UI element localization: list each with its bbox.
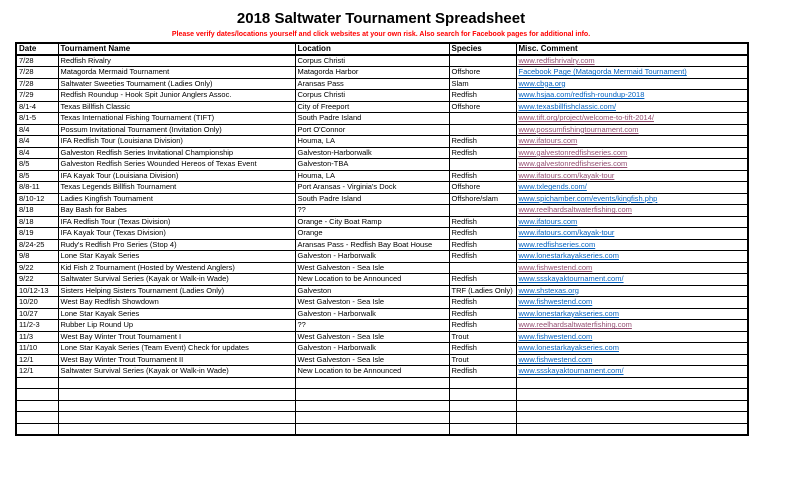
table-row xyxy=(16,354,748,366)
location-cell: Corpus Christi xyxy=(295,55,449,67)
location-cell: ?? xyxy=(295,320,449,332)
table-row xyxy=(16,366,748,378)
tournament-name-cell: Ladies Kingfish Tournament xyxy=(58,193,295,205)
table-row xyxy=(16,331,748,343)
table-row xyxy=(16,320,748,332)
comment-cell xyxy=(516,320,748,332)
date-cell: 7/28 xyxy=(16,67,58,79)
species-cell: Offshore xyxy=(449,182,516,194)
species-cell xyxy=(449,262,516,274)
table-row xyxy=(16,228,748,240)
tournament-name-cell: Kid Fish 2 Tournament (Hosted by Westend Anglers) xyxy=(58,262,295,274)
tournament-name-cell: Lone Star Kayak Series (Team Event) Check for updates xyxy=(58,343,295,355)
table-row xyxy=(16,159,748,171)
column-header-date: Date xyxy=(16,43,58,55)
comment-link[interactable]: www.ifatours.com xyxy=(518,136,578,146)
location-cell: Port O'Connor xyxy=(295,124,449,136)
table-row xyxy=(16,67,748,79)
comment-cell-empty xyxy=(516,423,748,435)
comment-cell xyxy=(516,274,748,286)
comment-link[interactable]: www.ssskayaktournament.com/ xyxy=(518,274,624,284)
location-cell: ?? xyxy=(295,205,449,217)
date-cell: 10/20 xyxy=(16,297,58,309)
species-cell: Trout xyxy=(449,354,516,366)
tournament-name-cell: Saltwater Survival Series (Kayak or Walk-in Wade) xyxy=(58,366,295,378)
species-cell: Redfish xyxy=(449,239,516,251)
species-cell: Offshore xyxy=(449,67,516,79)
comment-cell xyxy=(516,90,748,102)
tournament-name-cell: West Bay Winter Trout Tournament II xyxy=(58,354,295,366)
date-cell: 9/22 xyxy=(16,262,58,274)
comment-cell xyxy=(516,354,748,366)
species-cell: Redfish xyxy=(449,320,516,332)
location-cell: Aransas Pass - Redfish Bay Boat House xyxy=(295,239,449,251)
location-cell: Aransas Pass xyxy=(295,78,449,90)
comment-link[interactable]: www.fishwestend.com xyxy=(518,262,593,272)
table-row xyxy=(16,182,748,194)
species-cell: Redfish xyxy=(449,136,516,148)
date-cell: 10/27 xyxy=(16,308,58,320)
comment-link[interactable]: www.ifatours.com/kayak-tour xyxy=(518,228,615,238)
comment-link[interactable]: www.shstexas.org xyxy=(518,285,579,295)
column-header-misc-comment: Misc. Comment xyxy=(516,43,748,55)
species-cell: Redfish xyxy=(449,343,516,355)
table-header xyxy=(16,43,748,55)
location-cell-empty xyxy=(295,377,449,389)
tournament-name-cell: Saltwater Survival Series (Kayak or Walk-in Wade) xyxy=(58,274,295,286)
species-cell xyxy=(449,55,516,67)
table-row xyxy=(16,147,748,159)
location-cell: New Location to be Announced xyxy=(295,366,449,378)
comment-link[interactable]: www.fishwestend.com xyxy=(518,331,593,341)
tournament-name-cell: Saltwater Sweeties Tournament (Ladies Only) xyxy=(58,78,295,90)
tournament-name-cell: Rudy's Redfish Pro Series (Stop 4) xyxy=(58,239,295,251)
tournament-name-cell: IFA Kayak Tour (Louisiana Division) xyxy=(58,170,295,182)
date-cell: 11/3 xyxy=(16,331,58,343)
location-cell: West Galveston - Sea Isle xyxy=(295,262,449,274)
location-cell: Galveston-Harborwalk xyxy=(295,147,449,159)
location-cell: South Padre Island xyxy=(295,113,449,125)
location-cell: Galveston - Harborwalk xyxy=(295,251,449,263)
date-cell: 8/18 xyxy=(16,205,58,217)
empty-table-row xyxy=(16,423,748,435)
species-cell: Redfish xyxy=(449,147,516,159)
tournament-name-cell: West Bay Redfish Showdown xyxy=(58,297,295,309)
date-cell: 8/4 xyxy=(16,136,58,148)
table-row xyxy=(16,274,748,286)
table-row xyxy=(16,101,748,113)
species-cell: Slam xyxy=(449,78,516,90)
comment-link[interactable]: www.ssskayaktournament.com/ xyxy=(518,366,624,376)
location-cell: South Padre Island xyxy=(295,193,449,205)
tournament-name-cell: Possum Invitational Tournament (Invitation Only) xyxy=(58,124,295,136)
comment-link[interactable]: www.reelhardsaltwaterfishing.com xyxy=(518,205,632,215)
date-cell: 7/28 xyxy=(16,78,58,90)
date-cell: 8/1-4 xyxy=(16,101,58,113)
page-title: 2018 Saltwater Tournament Spreadsheet xyxy=(236,10,526,27)
tournament-name-cell: IFA Kayak Tour (Texas Division) xyxy=(58,228,295,240)
column-header-species: Species xyxy=(449,43,516,55)
comment-link[interactable]: www.txlegends.com/ xyxy=(518,182,587,192)
comment-link[interactable]: www.galvestonredfishseries.com xyxy=(518,147,628,157)
table-row xyxy=(16,78,748,90)
spreadsheet-page xyxy=(15,10,747,436)
date-cell: 11/2-3 xyxy=(16,320,58,332)
species-cell: Offshore xyxy=(449,101,516,113)
comment-cell xyxy=(516,147,748,159)
location-cell-empty xyxy=(295,400,449,412)
comment-link[interactable]: www.spichamber.com/events/kingfish.php xyxy=(518,193,658,203)
species-cell: Redfish xyxy=(449,308,516,320)
species-cell xyxy=(449,205,516,217)
comment-cell xyxy=(516,239,748,251)
comment-cell-empty xyxy=(516,412,748,424)
date-cell: 9/8 xyxy=(16,251,58,263)
tournament-name-cell: IFA Redfish Tour (Louisiana Division) xyxy=(58,136,295,148)
empty-table-row xyxy=(16,400,748,412)
tournament-name-cell: Texas International Fishing Tournament (TIFT) xyxy=(58,113,295,125)
table-row xyxy=(16,55,748,67)
comment-cell xyxy=(516,159,748,171)
comment-cell xyxy=(516,308,748,320)
species-cell: Trout xyxy=(449,331,516,343)
comment-cell-empty xyxy=(516,389,748,401)
species-cell: Redfish xyxy=(449,366,516,378)
comment-cell xyxy=(516,136,748,148)
date-cell: 11/10 xyxy=(16,343,58,355)
comment-cell xyxy=(516,101,748,113)
date-cell-empty xyxy=(16,423,58,435)
table-row xyxy=(16,216,748,228)
species-cell-empty xyxy=(449,400,516,412)
date-cell: 8/10-12 xyxy=(16,193,58,205)
date-cell: 12/1 xyxy=(16,366,58,378)
date-cell: 7/28 xyxy=(16,55,58,67)
table-header-row xyxy=(16,43,748,55)
table-row xyxy=(16,124,748,136)
comment-cell xyxy=(516,285,748,297)
comment-link[interactable]: www.cbga.org xyxy=(518,78,566,88)
comment-cell xyxy=(516,55,748,67)
comment-link[interactable]: www.texasbillfishclassic.com/ xyxy=(518,101,617,111)
comment-link[interactable]: www.fishwestend.com xyxy=(518,354,593,364)
comment-cell xyxy=(516,124,748,136)
comment-link[interactable]: www.possumfishingtournament.com xyxy=(518,124,639,134)
species-cell-empty xyxy=(449,423,516,435)
comment-link[interactable]: www.tift.org/project/welcome-to-tift-2014/ xyxy=(518,113,654,123)
tournament-name-cell-empty xyxy=(58,400,295,412)
tournament-name-cell: Matagorda Mermaid Tournament xyxy=(58,67,295,79)
species-cell: TRF (Ladies Only) xyxy=(449,285,516,297)
location-cell-empty xyxy=(295,389,449,401)
table-row xyxy=(16,205,748,217)
comment-link[interactable]: www.lonestarkayakseries.com xyxy=(518,251,619,261)
column-header-location: Location xyxy=(295,43,449,55)
date-cell-empty xyxy=(16,400,58,412)
location-cell: Galveston-TBA xyxy=(295,159,449,171)
location-cell: Galveston - Harborwalk xyxy=(295,308,449,320)
comment-cell xyxy=(516,251,748,263)
species-cell: Redfish xyxy=(449,274,516,286)
tournament-name-cell-empty xyxy=(58,423,295,435)
table-row xyxy=(16,90,748,102)
tournament-name-cell: Rubber Lip Round Up xyxy=(58,320,295,332)
tournament-name-cell: Lone Star Kayak Series xyxy=(58,251,295,263)
warning-text: Please verify dates/locations yourself and click websites at your own risk. Also search for Facebook pages for additional info. xyxy=(171,31,591,38)
tournament-name-cell: Bay Bash for Babes xyxy=(58,205,295,217)
date-cell: 12/1 xyxy=(16,354,58,366)
table-row xyxy=(16,113,748,125)
location-cell-empty xyxy=(295,412,449,424)
date-cell: 7/29 xyxy=(16,90,58,102)
species-cell-empty xyxy=(449,389,516,401)
comment-cell xyxy=(516,331,748,343)
date-cell: 8/19 xyxy=(16,228,58,240)
comment-link[interactable]: Facebook Page (Matagorda Mermaid Tournament) xyxy=(518,67,687,77)
comment-cell xyxy=(516,193,748,205)
tournament-name-cell: Lone Star Kayak Series xyxy=(58,308,295,320)
comment-link[interactable]: www.lonestarkayakseries.com xyxy=(518,343,619,353)
tournament-name-cell-empty xyxy=(58,377,295,389)
comment-cell xyxy=(516,182,748,194)
location-cell: Houma, LA xyxy=(295,170,449,182)
comment-cell xyxy=(516,67,748,79)
comment-cell xyxy=(516,297,748,309)
date-cell: 8/18 xyxy=(16,216,58,228)
date-cell-empty xyxy=(16,412,58,424)
table-row xyxy=(16,239,748,251)
table-row xyxy=(16,170,748,182)
species-cell xyxy=(449,124,516,136)
location-cell: Port Aransas - Virginia's Dock xyxy=(295,182,449,194)
empty-table-row xyxy=(16,412,748,424)
comment-cell xyxy=(516,78,748,90)
date-cell: 8/4 xyxy=(16,124,58,136)
species-cell: Redfish xyxy=(449,216,516,228)
species-cell: Redfish xyxy=(449,228,516,240)
species-cell: Redfish xyxy=(449,170,516,182)
species-cell: Redfish xyxy=(449,90,516,102)
date-cell-empty xyxy=(16,377,58,389)
date-cell: 8/1-5 xyxy=(16,113,58,125)
comment-link[interactable]: www.galvestonredfishseries.com xyxy=(518,159,628,169)
location-cell: West Galveston - Sea Isle xyxy=(295,297,449,309)
tournament-name-cell: Galveston Redfish Series Invitational Championship xyxy=(58,147,295,159)
comment-link[interactable]: www.fishwestend.com xyxy=(518,297,593,307)
table-row xyxy=(16,297,748,309)
date-cell: 8/5 xyxy=(16,159,58,171)
species-cell: Offshore/slam xyxy=(449,193,516,205)
table-row xyxy=(16,308,748,320)
species-cell xyxy=(449,113,516,125)
date-cell-empty xyxy=(16,389,58,401)
comment-cell xyxy=(516,366,748,378)
comment-cell xyxy=(516,216,748,228)
location-cell: Orange - City Boat Ramp xyxy=(295,216,449,228)
table-row xyxy=(16,193,748,205)
location-cell: West Galveston - Sea Isle xyxy=(295,331,449,343)
location-cell: Houma, LA xyxy=(295,136,449,148)
tournament-name-cell: IFA Redfish Tour (Texas Division) xyxy=(58,216,295,228)
location-cell: Matagorda Harbor xyxy=(295,67,449,79)
location-cell: Galveston - Harborwalk xyxy=(295,343,449,355)
date-cell: 8/8-11 xyxy=(16,182,58,194)
comment-cell xyxy=(516,228,748,240)
comment-link[interactable]: www.redfishrivalry.com xyxy=(518,56,595,65)
column-header-tournament-name: Tournament Name xyxy=(58,43,295,55)
comment-cell xyxy=(516,262,748,274)
comment-link[interactable]: www.ifatours.com/kayak-tour xyxy=(518,170,615,180)
comment-link[interactable]: www.redfishseries.com xyxy=(518,239,596,249)
tournament-name-cell: Redfish Rivalry xyxy=(58,55,295,67)
comment-link[interactable]: www.hsjaa.com/redfish-roundup-2018 xyxy=(518,90,645,100)
tournament-name-cell: Texas Legends Billfish Tournament xyxy=(58,182,295,194)
tournament-name-cell: Redfish Roundup - Hook Spit Junior Anglers Assoc. xyxy=(58,90,295,102)
table-row xyxy=(16,343,748,355)
species-cell-empty xyxy=(449,412,516,424)
location-cell: Galveston xyxy=(295,285,449,297)
comment-cell xyxy=(516,170,748,182)
tournament-name-cell: West Bay Winter Trout Tournament I xyxy=(58,331,295,343)
location-cell: Corpus Christi xyxy=(295,90,449,102)
comment-link[interactable]: www.lonestarkayakseries.com xyxy=(518,308,619,318)
species-cell: Redfish xyxy=(449,251,516,263)
table-row xyxy=(16,262,748,274)
comment-link[interactable]: www.reelhardsaltwaterfishing.com xyxy=(518,320,632,330)
empty-table-row xyxy=(16,389,748,401)
species-cell: Redfish xyxy=(449,297,516,309)
comment-cell xyxy=(516,343,748,355)
tournament-name-cell: Galveston Redfish Series Wounded Hereos of Texas Event xyxy=(58,159,295,171)
comment-link[interactable]: www.ifatours.com xyxy=(518,216,578,226)
tournament-name-cell: Sisters Helping Sisters Tournament (Ladies Only) xyxy=(58,285,295,297)
comment-cell xyxy=(516,113,748,125)
location-cell: Orange xyxy=(295,228,449,240)
tournament-name-cell-empty xyxy=(58,389,295,401)
comment-cell-empty xyxy=(516,377,748,389)
date-cell: 8/4 xyxy=(16,147,58,159)
tournament-table xyxy=(15,42,749,436)
location-cell: New Location to be Announced xyxy=(295,274,449,286)
species-cell xyxy=(449,159,516,171)
date-cell: 8/24-25 xyxy=(16,239,58,251)
species-cell-empty xyxy=(449,377,516,389)
comment-cell xyxy=(516,205,748,217)
date-cell: 8/5 xyxy=(16,170,58,182)
location-cell: West Galveston - Sea Isle xyxy=(295,354,449,366)
table-row xyxy=(16,285,748,297)
location-cell-empty xyxy=(295,423,449,435)
date-cell: 9/22 xyxy=(16,274,58,286)
tournament-name-cell-empty xyxy=(58,412,295,424)
table-row xyxy=(16,251,748,263)
tournament-name-cell: Texas Billfish Classic xyxy=(58,101,295,113)
table-row xyxy=(16,136,748,148)
location-cell: City of Freeport xyxy=(295,101,449,113)
empty-table-row xyxy=(16,377,748,389)
comment-cell-empty xyxy=(516,400,748,412)
date-cell: 10/12-13 xyxy=(16,285,58,297)
